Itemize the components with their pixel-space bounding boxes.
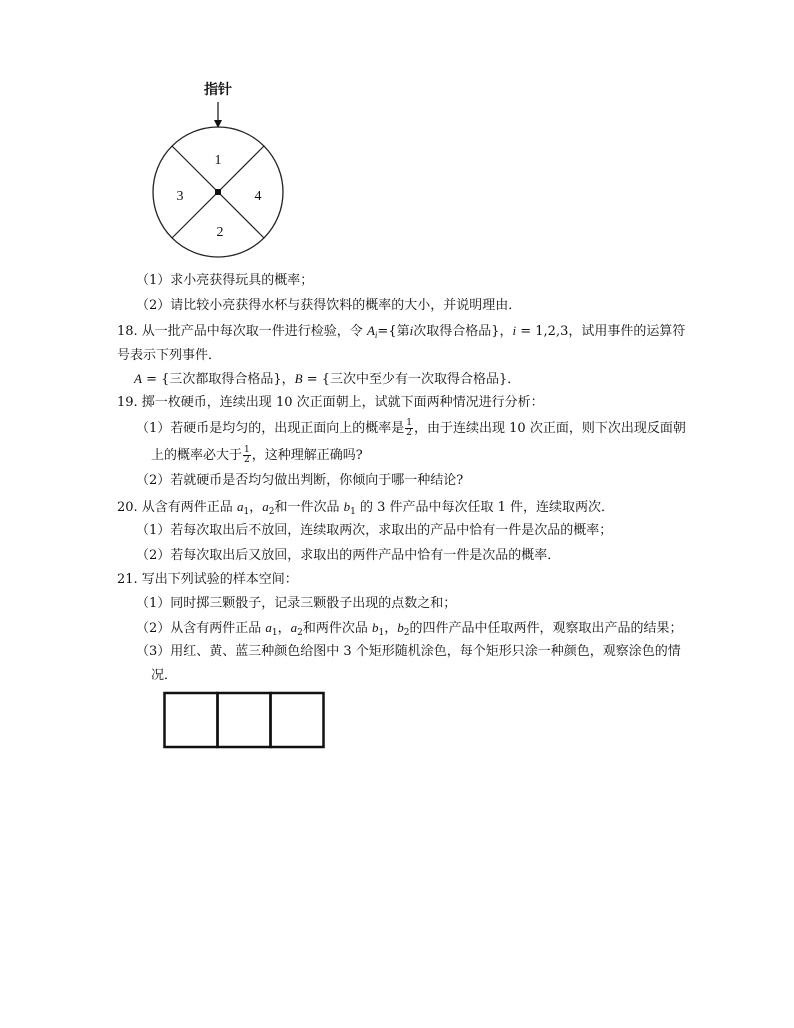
q18-stem-line1 (117, 322, 685, 341)
sector-1: 1 (214, 153, 222, 168)
q20-part2: （2）若每次取出后又放回，求取出的两件产品中恰有一件是次品的概率． (136, 548, 561, 563)
q18-event-A-def: = {三次都取得合格品}， (141, 372, 295, 387)
fraction-one-half: $\frac{1}{2}$ (406, 418, 413, 438)
rectangle-1 (165, 693, 218, 747)
q19-p1d: ，这种理解正确吗? (251, 448, 363, 463)
q21-stem: 21. 写出下列试验的样本空间： (117, 572, 298, 587)
three-rectangles-figure (162, 690, 328, 752)
q18-event-B: B (294, 371, 303, 386)
sector-3: 3 (176, 189, 184, 204)
q17-part2: （2）请比较小亮获得水杯与获得饮料的概率的大小，并说明理由． (136, 298, 522, 313)
q21-part3-line2: 况． (151, 668, 178, 683)
q19-part1-line1 (136, 419, 686, 438)
q18-events (134, 370, 520, 389)
q19-stem: 19. 掷一枚硬币，连续出现 10 次正面朝上，试就下面两种情况进行分析： (117, 395, 544, 410)
q21-part3-line1: （3）用红、黄、蓝三种颜色给图中 3 个矩形随机涂色，每个矩形只涂一种颜色，观察涂色的情 (136, 644, 681, 659)
q18-text-a: 18. 从一批产品中每次取一件进行检验，令 (117, 324, 367, 339)
spinner-center-dot (215, 189, 221, 195)
q18-event-B-def: = {三次中至少有一次取得合格品}． (302, 372, 521, 387)
q18-var-A: A (366, 323, 375, 338)
q18-stem-line2: 号表示下列事件． (117, 348, 222, 363)
rectangle-2 (218, 693, 271, 747)
q20-part1: （1）若每次取出后不放回，连续取两次，求取出的产品中恰有一件是次品的概率； (136, 523, 613, 538)
q18-text-c: 次取得合格品}， (413, 324, 513, 339)
q19-p1a: （1）若硬币是均匀的，出现正面向上的概率是 (136, 421, 405, 436)
q19-part1-line2 (151, 446, 363, 465)
q18-var-i2: i (512, 323, 517, 338)
q18-text-b: ={第 (377, 324, 410, 339)
q19-p1c: 上的概率必大于 (151, 448, 243, 463)
q19-part2: （2）若就硬币是否均匀做出判断，你倾向于哪一种结论? (136, 473, 464, 488)
sector-2: 2 (216, 225, 224, 240)
fraction-one-half-2: $\frac{1}{2}$ (244, 445, 250, 465)
q17-part1: （1）求小亮获得玩具的概率； (136, 273, 314, 288)
sector-4: 4 (254, 189, 262, 204)
q18-event-A: A (134, 371, 142, 386)
spinner-figure (140, 78, 300, 270)
pointer-label: 指针 (204, 83, 232, 98)
q21-part1: （1）同时掷三颗骰子，记录三颗骰子出现的点数之和； (136, 596, 457, 611)
q19-p1b: ，由于连续出现 10 次正面，则下次出现反面朝 (414, 421, 686, 436)
q18-sub-i: i (374, 330, 378, 340)
q18-var-i: i (409, 323, 414, 338)
q21-part2: （2）从含有两件正品 $a_1$，$a_2$和两件次品 $b_1$，$b_2$的四件产品中任取两件，观察取出产品的结果； (136, 620, 683, 638)
rectangle-3 (271, 693, 324, 747)
q18-text-d: = 1,2,3，试用事件的运算符 (516, 324, 686, 339)
q20-stem: 20. 从含有两件正品 $a_1$，$a_2$和一件次品 $b_1$ 的 3 件产品中每次任取 1 件，连续取两次． (117, 499, 615, 517)
